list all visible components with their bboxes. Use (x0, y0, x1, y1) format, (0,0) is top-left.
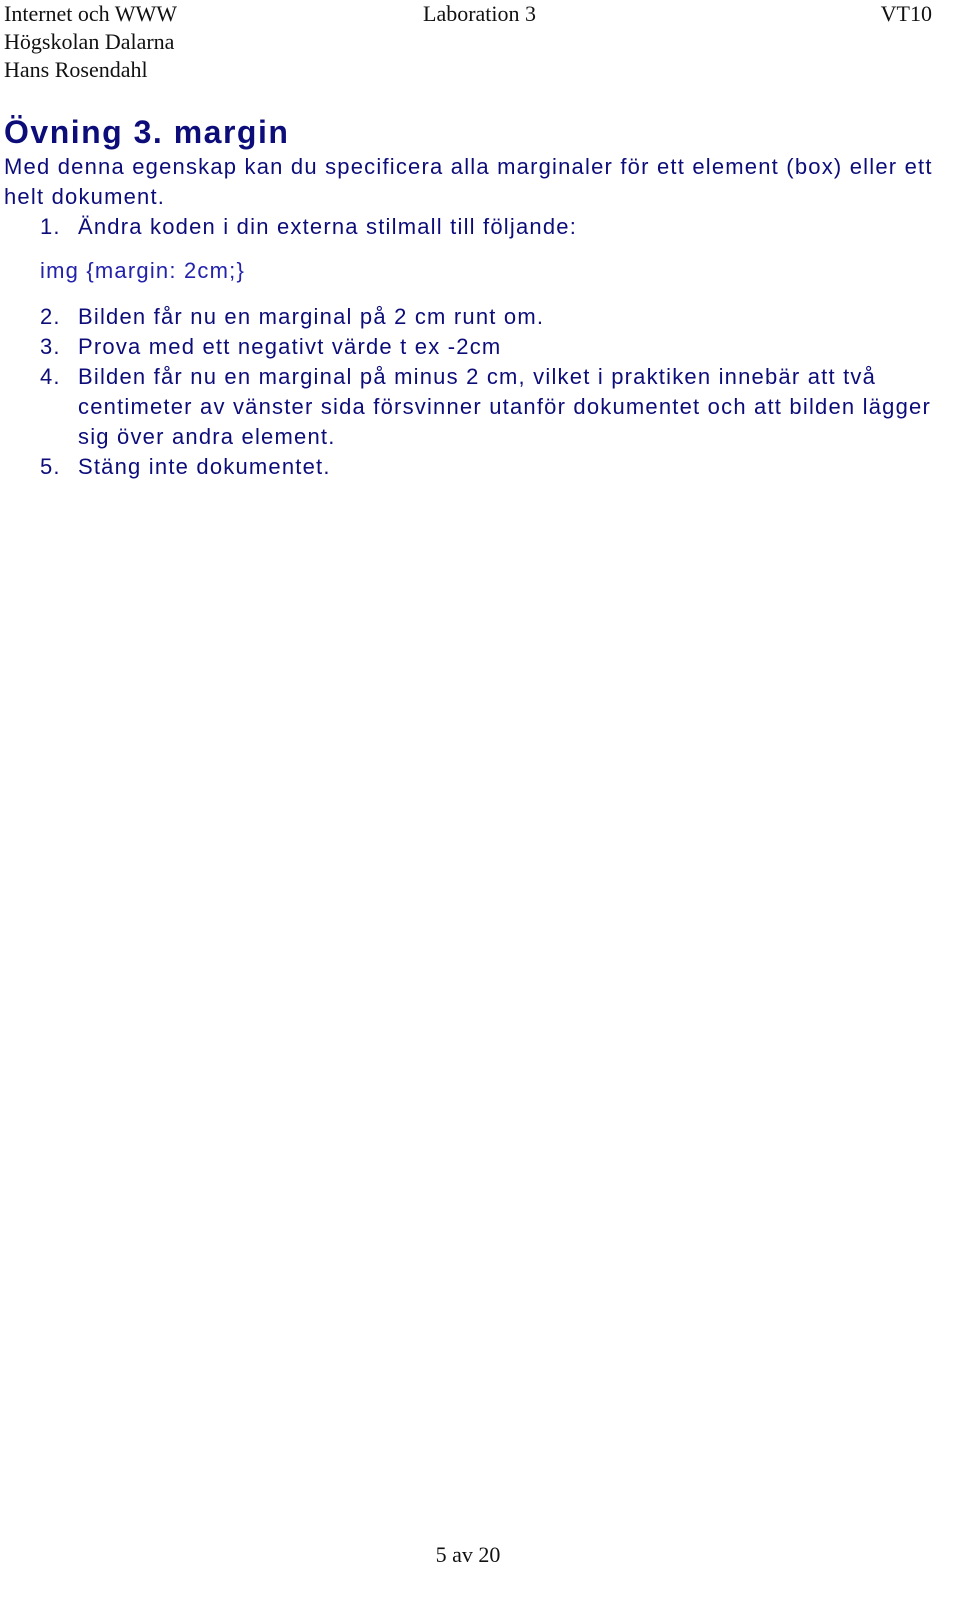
section-heading: Övning 3. margin (4, 114, 290, 150)
step-number: 2. (40, 304, 61, 329)
step-text: Bilden får nu en marginal på 2 cm runt om. (78, 304, 545, 329)
steps-list-continued (4, 302, 934, 482)
header-row-1 (4, 0, 932, 28)
lab-title: Laboration 3 (423, 1, 537, 26)
steps-list (4, 212, 934, 242)
list-item (4, 302, 934, 332)
header-row-2 (4, 28, 932, 56)
course-name: Internet och WWW (4, 1, 178, 26)
page-header (4, 0, 932, 84)
step-text: Bilden får nu en marginal på minus 2 cm, vilket i praktiken innebär att två centimeter av vänster sida försvinner utanför dokumentet och att bilden lägger sig över andra element. (78, 364, 932, 449)
list-item (4, 452, 934, 482)
list-item (4, 362, 934, 452)
school-name: Högskolan Dalarna (4, 29, 175, 54)
step-text: Prova med ett negativt värde t ex -2cm (78, 334, 502, 359)
step-number: 1. (40, 214, 61, 239)
step-text: Ändra koden i din externa stilmall till följande: (78, 214, 578, 239)
step-text: Stäng inte dokumentet. (78, 454, 331, 479)
step-number: 4. (40, 364, 61, 389)
author-name: Hans Rosendahl (4, 57, 148, 82)
code-snippet: img {margin: 2cm;} (40, 258, 246, 283)
list-item (4, 212, 934, 242)
term-label: VT10 (880, 1, 932, 26)
section-intro: Med denna egenskap kan du specificera alla marginaler för ett element (box) eller ett helt dokument. (4, 154, 933, 209)
document-body (4, 112, 934, 482)
step-number: 3. (40, 334, 61, 359)
header-row-3 (4, 56, 932, 84)
step-number: 5. (40, 454, 61, 479)
list-item (4, 332, 934, 362)
page-number: 5 av 20 (435, 1542, 501, 1567)
